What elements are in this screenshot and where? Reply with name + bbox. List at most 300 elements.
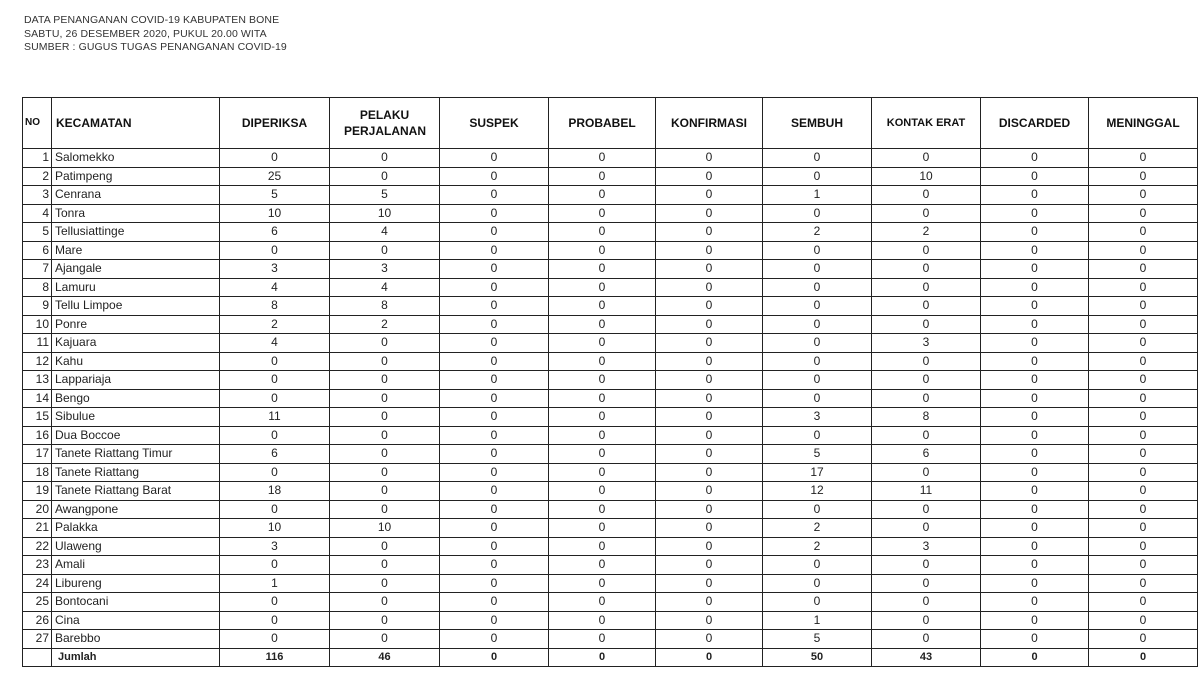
total-sembuh: 50 (763, 648, 872, 667)
cell-kontak-erat: 0 (872, 352, 981, 371)
cell-meninggal: 0 (1089, 630, 1198, 649)
cell-sembuh: 0 (763, 297, 872, 316)
cell-suspek: 0 (440, 426, 549, 445)
cell-konfirmasi: 0 (656, 574, 763, 593)
cell-kontak-erat: 0 (872, 630, 981, 649)
cell-discarded: 0 (981, 556, 1089, 575)
cell-kontak-erat: 10 (872, 167, 981, 186)
cell-no: 5 (23, 223, 52, 242)
table-row (23, 223, 1198, 242)
cell-pelaku-perjalanan: 0 (330, 593, 440, 612)
cell-meninggal: 0 (1089, 519, 1198, 538)
cell-discarded: 0 (981, 278, 1089, 297)
cell-kecamatan: Tellu Limpoe (52, 297, 220, 316)
cell-meninggal: 0 (1089, 260, 1198, 279)
cell-suspek: 0 (440, 334, 549, 353)
cell-meninggal: 0 (1089, 593, 1198, 612)
cell-konfirmasi: 0 (656, 167, 763, 186)
cell-suspek: 0 (440, 149, 549, 168)
cell-kontak-erat: 0 (872, 519, 981, 538)
cell-sembuh: 0 (763, 371, 872, 390)
cell-kecamatan: Amali (52, 556, 220, 575)
cell-pelaku-perjalanan: 0 (330, 556, 440, 575)
cell-no: 11 (23, 334, 52, 353)
col-header-pelaku-perjalanan-label: PELAKU PERJALANAN (344, 108, 427, 138)
cell-kecamatan: Dua Boccoe (52, 426, 220, 445)
cell-sembuh: 0 (763, 278, 872, 297)
table-row (23, 352, 1198, 371)
cell-probabel: 0 (549, 537, 656, 556)
cell-probabel: 0 (549, 149, 656, 168)
total-diperiksa: 116 (220, 648, 330, 667)
cell-no: 17 (23, 445, 52, 464)
cell-kontak-erat: 3 (872, 334, 981, 353)
cell-meninggal: 0 (1089, 297, 1198, 316)
cell-probabel: 0 (549, 260, 656, 279)
table-row (23, 334, 1198, 353)
cell-kecamatan: Libureng (52, 574, 220, 593)
cell-kecamatan: Palakka (52, 519, 220, 538)
cell-konfirmasi: 0 (656, 556, 763, 575)
cell-kecamatan: Sibulue (52, 408, 220, 427)
cell-suspek: 0 (440, 204, 549, 223)
cell-probabel: 0 (549, 445, 656, 464)
cell-kecamatan: Mare (52, 241, 220, 260)
cell-suspek: 0 (440, 389, 549, 408)
cell-pelaku-perjalanan: 0 (330, 482, 440, 501)
cell-meninggal: 0 (1089, 408, 1198, 427)
table-row (23, 482, 1198, 501)
cell-kontak-erat: 3 (872, 537, 981, 556)
cell-diperiksa: 10 (220, 204, 330, 223)
table-body (23, 149, 1198, 667)
cell-suspek: 0 (440, 574, 549, 593)
cell-sembuh: 0 (763, 241, 872, 260)
cell-pelaku-perjalanan: 5 (330, 186, 440, 205)
cell-no: 6 (23, 241, 52, 260)
table-row (23, 204, 1198, 223)
cell-probabel: 0 (549, 186, 656, 205)
cell-meninggal: 0 (1089, 186, 1198, 205)
cell-sembuh: 0 (763, 426, 872, 445)
cell-pelaku-perjalanan: 0 (330, 167, 440, 186)
cell-konfirmasi: 0 (656, 297, 763, 316)
cell-sembuh: 0 (763, 334, 872, 353)
cell-diperiksa: 0 (220, 389, 330, 408)
cell-meninggal: 0 (1089, 278, 1198, 297)
cell-probabel: 0 (549, 371, 656, 390)
cell-probabel: 0 (549, 500, 656, 519)
cell-probabel: 0 (549, 204, 656, 223)
cell-pelaku-perjalanan: 0 (330, 241, 440, 260)
cell-konfirmasi: 0 (656, 371, 763, 390)
cell-suspek: 0 (440, 463, 549, 482)
cell-discarded: 0 (981, 149, 1089, 168)
cell-kontak-erat: 0 (872, 389, 981, 408)
col-header-meninggal: MENINGGAL (1089, 98, 1198, 149)
cell-diperiksa: 0 (220, 500, 330, 519)
cell-suspek: 0 (440, 593, 549, 612)
cell-meninggal: 0 (1089, 389, 1198, 408)
cell-probabel: 0 (549, 630, 656, 649)
cell-diperiksa: 0 (220, 556, 330, 575)
cell-diperiksa: 0 (220, 630, 330, 649)
cell-probabel: 0 (549, 297, 656, 316)
cell-pelaku-perjalanan: 2 (330, 315, 440, 334)
cell-konfirmasi: 0 (656, 482, 763, 501)
cell-pelaku-perjalanan: 4 (330, 223, 440, 242)
report-header (24, 14, 287, 55)
cell-pelaku-perjalanan: 0 (330, 352, 440, 371)
cell-pelaku-perjalanan: 0 (330, 389, 440, 408)
cell-kontak-erat: 0 (872, 556, 981, 575)
cell-suspek: 0 (440, 297, 549, 316)
cell-konfirmasi: 0 (656, 500, 763, 519)
cell-konfirmasi: 0 (656, 334, 763, 353)
table-row (23, 611, 1198, 630)
cell-no: 19 (23, 482, 52, 501)
cell-kecamatan: Barebbo (52, 630, 220, 649)
cell-pelaku-perjalanan: 10 (330, 204, 440, 223)
cell-kontak-erat: 0 (872, 278, 981, 297)
cell-sembuh: 0 (763, 593, 872, 612)
cell-sembuh: 0 (763, 574, 872, 593)
cell-suspek: 0 (440, 371, 549, 390)
cell-no: 22 (23, 537, 52, 556)
table-row (23, 371, 1198, 390)
cell-sembuh: 0 (763, 556, 872, 575)
cell-pelaku-perjalanan: 0 (330, 611, 440, 630)
table-row (23, 630, 1198, 649)
cell-diperiksa: 0 (220, 149, 330, 168)
cell-meninggal: 0 (1089, 334, 1198, 353)
cell-discarded: 0 (981, 297, 1089, 316)
cell-pelaku-perjalanan: 4 (330, 278, 440, 297)
table-row (23, 278, 1198, 297)
cell-suspek: 0 (440, 186, 549, 205)
cell-pelaku-perjalanan: 0 (330, 500, 440, 519)
cell-konfirmasi: 0 (656, 408, 763, 427)
cell-meninggal: 0 (1089, 426, 1198, 445)
cell-konfirmasi: 0 (656, 352, 763, 371)
table-row (23, 500, 1198, 519)
cell-no: 13 (23, 371, 52, 390)
cell-no: 15 (23, 408, 52, 427)
cell-diperiksa: 6 (220, 445, 330, 464)
cell-kecamatan: Patimpeng (52, 167, 220, 186)
table-row (23, 149, 1198, 168)
table-row (23, 519, 1198, 538)
cell-konfirmasi: 0 (656, 315, 763, 334)
cell-probabel: 0 (549, 223, 656, 242)
cell-discarded: 0 (981, 223, 1089, 242)
col-header-kontak-erat: KONTAK ERAT (872, 98, 981, 149)
col-header-no: NO (23, 98, 52, 149)
cell-kontak-erat: 0 (872, 371, 981, 390)
table-row (23, 260, 1198, 279)
table-row (23, 389, 1198, 408)
cell-discarded: 0 (981, 500, 1089, 519)
cell-diperiksa: 0 (220, 371, 330, 390)
cell-probabel: 0 (549, 611, 656, 630)
cell-kecamatan: Awangpone (52, 500, 220, 519)
cell-diperiksa: 25 (220, 167, 330, 186)
cell-no: 10 (23, 315, 52, 334)
cell-meninggal: 0 (1089, 556, 1198, 575)
cell-sembuh: 5 (763, 630, 872, 649)
table-row (23, 241, 1198, 260)
cell-suspek: 0 (440, 537, 549, 556)
cell-sembuh: 1 (763, 186, 872, 205)
cell-discarded: 0 (981, 204, 1089, 223)
cell-suspek: 0 (440, 223, 549, 242)
cell-diperiksa: 11 (220, 408, 330, 427)
cell-diperiksa: 0 (220, 463, 330, 482)
report-datetime: SABTU, 26 DESEMBER 2020, PUKUL 20.00 WITA (24, 27, 267, 40)
table-row (23, 445, 1198, 464)
col-header-probabel: PROBABEL (549, 98, 656, 149)
cell-probabel: 0 (549, 426, 656, 445)
cell-discarded: 0 (981, 611, 1089, 630)
cell-meninggal: 0 (1089, 149, 1198, 168)
cell-no: 25 (23, 593, 52, 612)
cell-no: 23 (23, 556, 52, 575)
cell-sembuh: 1 (763, 611, 872, 630)
cell-sembuh: 5 (763, 445, 872, 464)
cell-kontak-erat: 8 (872, 408, 981, 427)
cell-diperiksa: 0 (220, 426, 330, 445)
cell-pelaku-perjalanan: 0 (330, 537, 440, 556)
cell-suspek: 0 (440, 278, 549, 297)
cell-suspek: 0 (440, 315, 549, 334)
cell-probabel: 0 (549, 167, 656, 186)
cell-discarded: 0 (981, 241, 1089, 260)
cell-no: 3 (23, 186, 52, 205)
cell-kontak-erat: 0 (872, 500, 981, 519)
cell-suspek: 0 (440, 167, 549, 186)
cell-suspek: 0 (440, 611, 549, 630)
cell-suspek: 0 (440, 519, 549, 538)
cell-diperiksa: 6 (220, 223, 330, 242)
cell-kecamatan: Salomekko (52, 149, 220, 168)
cell-sembuh: 0 (763, 204, 872, 223)
cell-meninggal: 0 (1089, 204, 1198, 223)
cell-no: 8 (23, 278, 52, 297)
cell-suspek: 0 (440, 630, 549, 649)
cell-diperiksa: 5 (220, 186, 330, 205)
cell-suspek: 0 (440, 556, 549, 575)
cell-pelaku-perjalanan: 0 (330, 408, 440, 427)
cell-suspek: 0 (440, 482, 549, 501)
cell-kontak-erat: 0 (872, 426, 981, 445)
cell-konfirmasi: 0 (656, 278, 763, 297)
cell-no: 1 (23, 149, 52, 168)
cell-pelaku-perjalanan: 0 (330, 371, 440, 390)
cell-konfirmasi: 0 (656, 223, 763, 242)
cell-kontak-erat: 0 (872, 297, 981, 316)
cell-pelaku-perjalanan: 8 (330, 297, 440, 316)
cell-pelaku-perjalanan: 0 (330, 445, 440, 464)
cell-diperiksa: 0 (220, 352, 330, 371)
cell-konfirmasi: 0 (656, 537, 763, 556)
cell-diperiksa: 0 (220, 241, 330, 260)
table-header-row (23, 98, 1198, 149)
cell-diperiksa: 4 (220, 278, 330, 297)
cell-discarded: 0 (981, 389, 1089, 408)
cell-probabel: 0 (549, 593, 656, 612)
cell-no: 20 (23, 500, 52, 519)
total-konfirmasi: 0 (656, 648, 763, 667)
cell-discarded: 0 (981, 482, 1089, 501)
cell-kecamatan: Lamuru (52, 278, 220, 297)
cell-meninggal: 0 (1089, 167, 1198, 186)
cell-sembuh: 0 (763, 389, 872, 408)
cell-discarded: 0 (981, 408, 1089, 427)
cell-probabel: 0 (549, 352, 656, 371)
cell-no: 21 (23, 519, 52, 538)
cell-kecamatan: Cenrana (52, 186, 220, 205)
cell-kontak-erat: 0 (872, 241, 981, 260)
col-header-konfirmasi: KONFIRMASI (656, 98, 763, 149)
cell-kecamatan: Ponre (52, 315, 220, 334)
cell-pelaku-perjalanan: 0 (330, 630, 440, 649)
cell-diperiksa: 2 (220, 315, 330, 334)
cell-kontak-erat: 0 (872, 149, 981, 168)
cell-kecamatan: Bengo (52, 389, 220, 408)
cell-konfirmasi: 0 (656, 593, 763, 612)
cell-konfirmasi: 0 (656, 463, 763, 482)
cell-no: 26 (23, 611, 52, 630)
cell-no: 24 (23, 574, 52, 593)
cell-meninggal: 0 (1089, 463, 1198, 482)
cell-probabel: 0 (549, 278, 656, 297)
cell-kontak-erat: 0 (872, 315, 981, 334)
total-no (23, 648, 52, 667)
report-title: DATA PENANGANAN COVID-19 KABUPATEN BONE (24, 14, 280, 26)
cell-sembuh: 2 (763, 537, 872, 556)
cell-discarded: 0 (981, 593, 1089, 612)
cell-probabel: 0 (549, 408, 656, 427)
cell-kontak-erat: 0 (872, 204, 981, 223)
cell-probabel: 0 (549, 556, 656, 575)
cell-sembuh: 2 (763, 519, 872, 538)
cell-discarded: 0 (981, 371, 1089, 390)
cell-no: 27 (23, 630, 52, 649)
col-header-diperiksa: DIPERIKSA (220, 98, 330, 149)
table-row (23, 537, 1198, 556)
cell-kecamatan: Lappariaja (52, 371, 220, 390)
table-row (23, 426, 1198, 445)
cell-diperiksa: 0 (220, 593, 330, 612)
cell-kecamatan: Ulaweng (52, 537, 220, 556)
cell-discarded: 0 (981, 630, 1089, 649)
cell-kontak-erat: 11 (872, 482, 981, 501)
cell-kontak-erat: 6 (872, 445, 981, 464)
col-header-suspek: SUSPEK (440, 98, 549, 149)
cell-kecamatan: Ajangale (52, 260, 220, 279)
cell-konfirmasi: 0 (656, 204, 763, 223)
col-header-discarded: DISCARDED (981, 98, 1089, 149)
cell-meninggal: 0 (1089, 352, 1198, 371)
cell-no: 16 (23, 426, 52, 445)
cell-probabel: 0 (549, 334, 656, 353)
cell-diperiksa: 18 (220, 482, 330, 501)
cell-sembuh: 0 (763, 260, 872, 279)
cell-konfirmasi: 0 (656, 611, 763, 630)
cell-kecamatan: Tanete Riattang Barat (52, 482, 220, 501)
cell-diperiksa: 3 (220, 260, 330, 279)
cell-probabel: 0 (549, 482, 656, 501)
cell-kontak-erat: 2 (872, 223, 981, 242)
total-probabel: 0 (549, 648, 656, 667)
cell-meninggal: 0 (1089, 574, 1198, 593)
table-row (23, 556, 1198, 575)
total-pelaku-perjalanan: 46 (330, 648, 440, 667)
total-meninggal: 0 (1089, 648, 1198, 667)
cell-discarded: 0 (981, 445, 1089, 464)
covid-data-table (22, 97, 1198, 667)
cell-no: 9 (23, 297, 52, 316)
cell-sembuh: 17 (763, 463, 872, 482)
cell-kontak-erat: 0 (872, 574, 981, 593)
cell-probabel: 0 (549, 315, 656, 334)
table-row (23, 167, 1198, 186)
cell-diperiksa: 1 (220, 574, 330, 593)
cell-discarded: 0 (981, 167, 1089, 186)
cell-probabel: 0 (549, 463, 656, 482)
cell-suspek: 0 (440, 260, 549, 279)
cell-no: 7 (23, 260, 52, 279)
cell-probabel: 0 (549, 389, 656, 408)
total-discarded: 0 (981, 648, 1089, 667)
cell-probabel: 0 (549, 241, 656, 260)
table-row (23, 463, 1198, 482)
table-row (23, 315, 1198, 334)
cell-sembuh: 0 (763, 352, 872, 371)
cell-konfirmasi: 0 (656, 630, 763, 649)
cell-pelaku-perjalanan: 3 (330, 260, 440, 279)
cell-discarded: 0 (981, 352, 1089, 371)
cell-konfirmasi: 0 (656, 389, 763, 408)
table-row (23, 408, 1198, 427)
cell-discarded: 0 (981, 463, 1089, 482)
cell-meninggal: 0 (1089, 371, 1198, 390)
cell-konfirmasi: 0 (656, 426, 763, 445)
cell-pelaku-perjalanan: 10 (330, 519, 440, 538)
cell-no: 2 (23, 167, 52, 186)
cell-no: 14 (23, 389, 52, 408)
cell-sembuh: 0 (763, 149, 872, 168)
col-header-kecamatan: KECAMATAN (52, 98, 220, 149)
cell-suspek: 0 (440, 352, 549, 371)
cell-konfirmasi: 0 (656, 260, 763, 279)
cell-probabel: 0 (549, 574, 656, 593)
cell-pelaku-perjalanan: 0 (330, 149, 440, 168)
cell-pelaku-perjalanan: 0 (330, 334, 440, 353)
cell-suspek: 0 (440, 500, 549, 519)
cell-kecamatan: Bontocani (52, 593, 220, 612)
cell-kecamatan: Tanete Riattang (52, 463, 220, 482)
cell-kontak-erat: 0 (872, 260, 981, 279)
total-kontak-erat: 43 (872, 648, 981, 667)
cell-kecamatan: Kajuara (52, 334, 220, 353)
cell-konfirmasi: 0 (656, 445, 763, 464)
table-row (23, 186, 1198, 205)
cell-meninggal: 0 (1089, 500, 1198, 519)
cell-sembuh: 3 (763, 408, 872, 427)
cell-pelaku-perjalanan: 0 (330, 463, 440, 482)
cell-meninggal: 0 (1089, 445, 1198, 464)
